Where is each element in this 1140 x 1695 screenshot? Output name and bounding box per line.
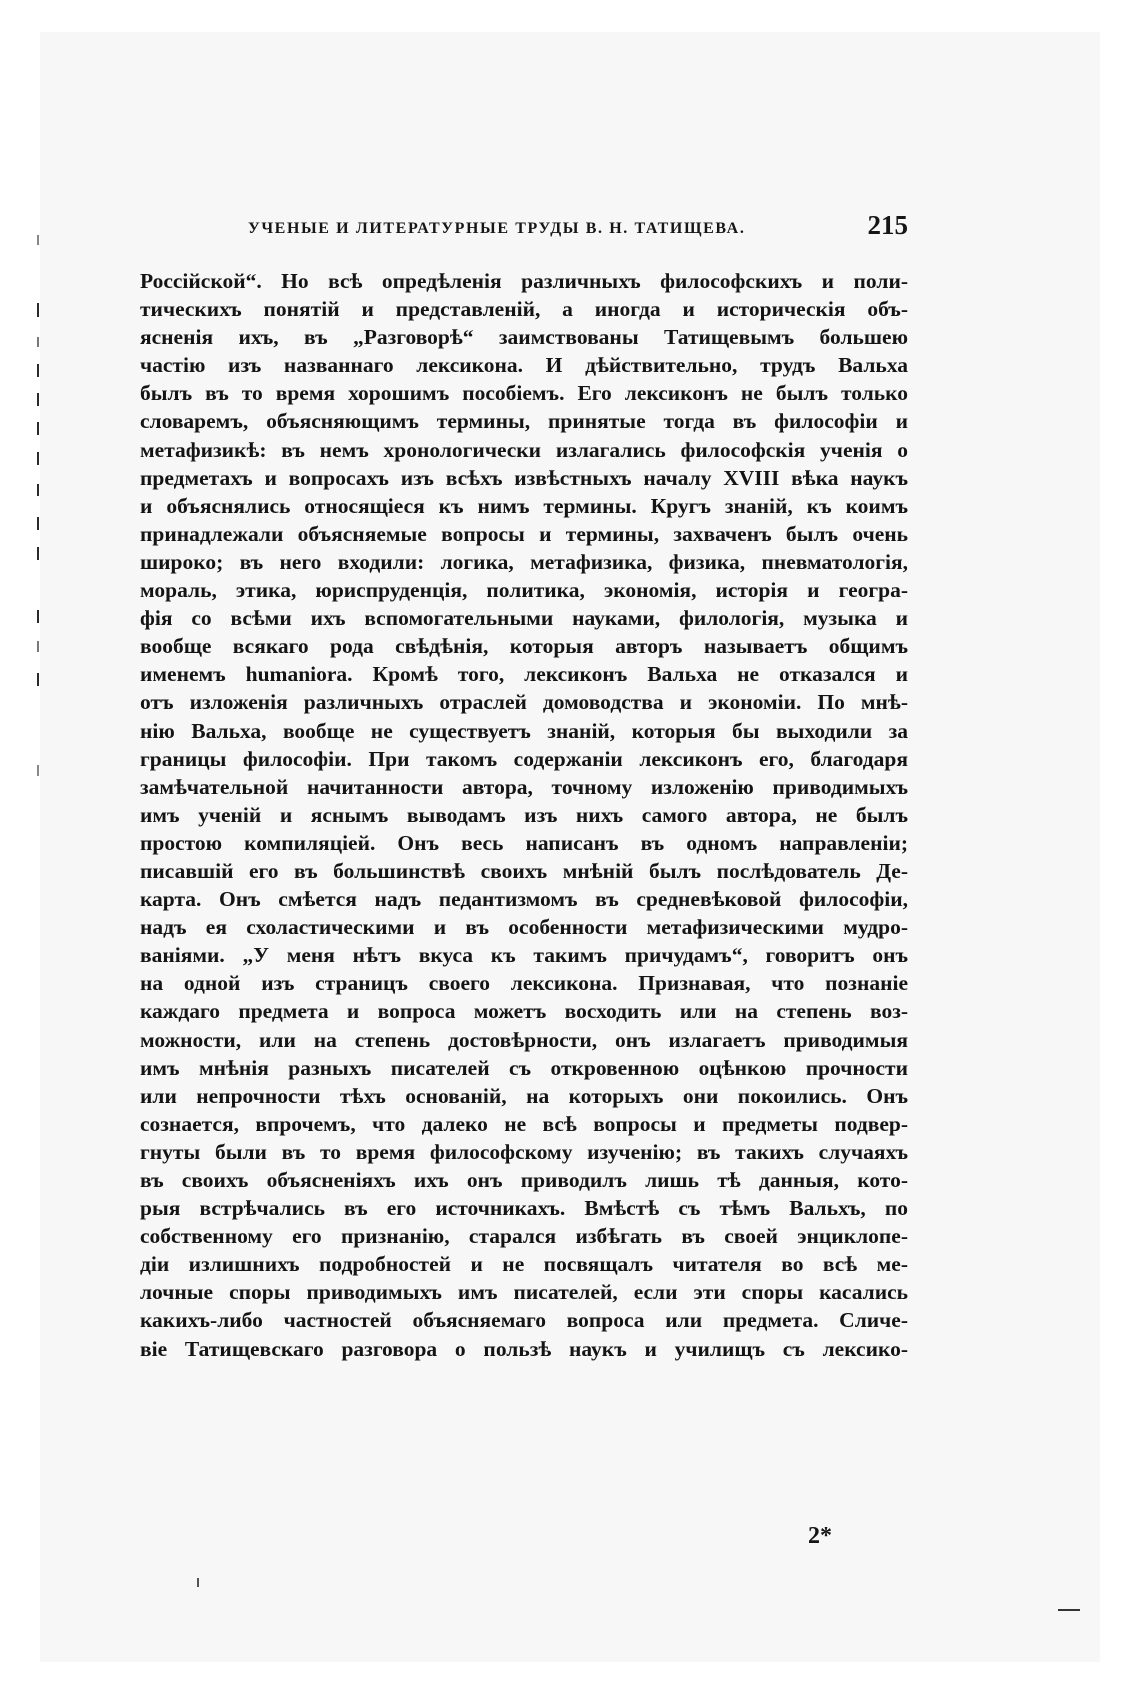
text-line: ясненія ихъ, въ „Разговорѣ“ заимствованы Татищевымъ большею xyxy=(140,325,908,350)
text-line: надъ ея схоластическими и въ особенности метафизическими мудро- xyxy=(140,915,908,940)
text-line: какихъ-либо частностей объясняемаго вопроса или предмета. Сличе- xyxy=(140,1308,908,1333)
text-line: карта. Онъ смѣется надъ педантизмомъ въ средневѣковой философіи, xyxy=(140,887,908,912)
margin-mark xyxy=(37,641,39,652)
text-line: былъ въ то время хорошимъ пособіемъ. Его лексиконъ не былъ только xyxy=(140,381,908,406)
margin-mark xyxy=(37,452,39,465)
text-line: вообще всякаго рода свѣдѣнія, которыя авторъ называетъ общимъ xyxy=(140,634,908,659)
page-header xyxy=(248,212,908,246)
margin-mark xyxy=(37,393,39,406)
margin-mark xyxy=(37,765,39,776)
text-line: Россійской“. Но всѣ опредѣленія различныхъ философскихъ и поли- xyxy=(140,269,908,293)
text-line: или непрочности тѣхъ основаній, на которыхъ они покоились. Онъ xyxy=(140,1083,908,1108)
text-line: отъ изложенія различныхъ отраслей домоводства и экономіи. По мнѣ- xyxy=(140,690,908,715)
text-line: рыя встрѣчались въ его источникахъ. Вмѣстѣ съ тѣмъ Вальхъ, по xyxy=(140,1196,908,1221)
text-line: предметахъ и вопросахъ изъ всѣхъ извѣстныхъ началу XVIII вѣка наукъ xyxy=(140,465,908,490)
text-line: частію изъ названнаго лексикона. И дѣйствительно, трудъ Вальха xyxy=(140,353,908,378)
margin-mark xyxy=(37,547,39,560)
text-line: можности, или на степень достовѣрности, онъ излагаетъ приводимыя xyxy=(140,1027,908,1052)
text-line: и объяснялись относящіеся къ нимъ термины. Кругъ знаній, къ коимъ xyxy=(140,493,908,518)
text-line: сознается, впрочемъ, что далеко не всѣ вопросы и предметы подвер- xyxy=(140,1111,908,1136)
running-head: УЧЕНЫЕ И ЛИТЕРАТУРНЫЕ ТРУДЫ В. Н. ТАТИЩЕВА. xyxy=(248,220,746,237)
margin-mark xyxy=(37,517,39,530)
margin-mark xyxy=(37,484,39,496)
text-line: каждаго предмета и вопроса можетъ восходить или на степень воз- xyxy=(140,999,908,1024)
text-line: мораль, этика, юриспруденція, политика, экономія, исторія и геогра- xyxy=(140,578,908,603)
margin-mark xyxy=(37,337,39,347)
text-line: границы философіи. При такомъ содержаніи лексиконъ его, благодаря xyxy=(140,746,908,771)
text-line: віе Татищевскаго разговора о пользѣ наукъ и училищъ съ лексико- xyxy=(140,1336,908,1361)
text-line: въ своихъ объясненіяхъ ихъ онъ приводилъ лишь тѣ данныя, кото- xyxy=(140,1168,908,1192)
text-line: собственному его признанію, старался избѣгать въ своей энциклопе- xyxy=(140,1224,908,1249)
text-line: діи излишнихъ подробностей и не посвящалъ читателя во всѣ ме- xyxy=(140,1252,908,1277)
text-line: гнуты были въ то время философскому изученію; въ такихъ случаяхъ xyxy=(140,1139,908,1164)
text-line: нію Вальха, вообще не существуетъ знаній, которыя бы выходили за xyxy=(140,718,908,743)
text-line: имъ ученій и яснымъ выводамъ изъ нихъ самого автора, не былъ xyxy=(140,802,908,827)
signature-mark: 2* xyxy=(808,1523,832,1549)
text-line: именемъ humaniora. Кромѣ того, лексиконъ Вальха не отказался и xyxy=(140,662,908,687)
body-text xyxy=(140,267,908,1363)
margin-mark xyxy=(37,364,39,377)
margin-mark xyxy=(37,610,39,623)
text-line: принадлежали объясняемые вопросы и термины, захваченъ былъ очень xyxy=(140,521,908,546)
stray-mark xyxy=(1058,1609,1080,1611)
text-line: простою компиляціей. Онъ весь написанъ въ одномъ направленіи; xyxy=(140,830,908,855)
text-line: лочные споры приводимыхъ имъ писателей, если эти споры касались xyxy=(140,1280,908,1305)
text-line: писавшій его въ большинствѣ своихъ мнѣній былъ послѣдователь Де- xyxy=(140,858,908,883)
margin-mark xyxy=(37,235,39,245)
stray-mark xyxy=(197,1578,199,1587)
margin-mark xyxy=(37,422,39,435)
text-line: широко; въ него входили: логика, метафизика, физика, пневматологія, xyxy=(140,549,908,574)
text-line: метафизикѣ: въ немъ хронологически излагались философскія ученія о xyxy=(140,437,908,462)
text-line: тическихъ понятій и представленій, а иногда и историческія объ- xyxy=(140,297,908,322)
margin-mark xyxy=(37,673,39,686)
text-line: на одной изъ страницъ своего лексикона. Признавая, что познаніе xyxy=(140,971,908,996)
text-line: ваніями. „У меня нѣтъ вкуса къ такимъ причудамъ“, говоритъ онъ xyxy=(140,943,908,968)
text-line: замѣчательной начитанности автора, точному изложенію приводимыхъ xyxy=(140,774,908,799)
margin-mark xyxy=(37,303,39,317)
text-line: словаремъ, объясняющимъ термины, принятые тогда въ философіи и xyxy=(140,409,908,434)
page-number: 215 xyxy=(867,210,908,240)
text-line: имъ мнѣнія разныхъ писателей съ откровенною оцѣнкою прочности xyxy=(140,1055,908,1080)
text-line: фія со всѣми ихъ вспомогательными науками, филологія, музыка и xyxy=(140,606,908,631)
